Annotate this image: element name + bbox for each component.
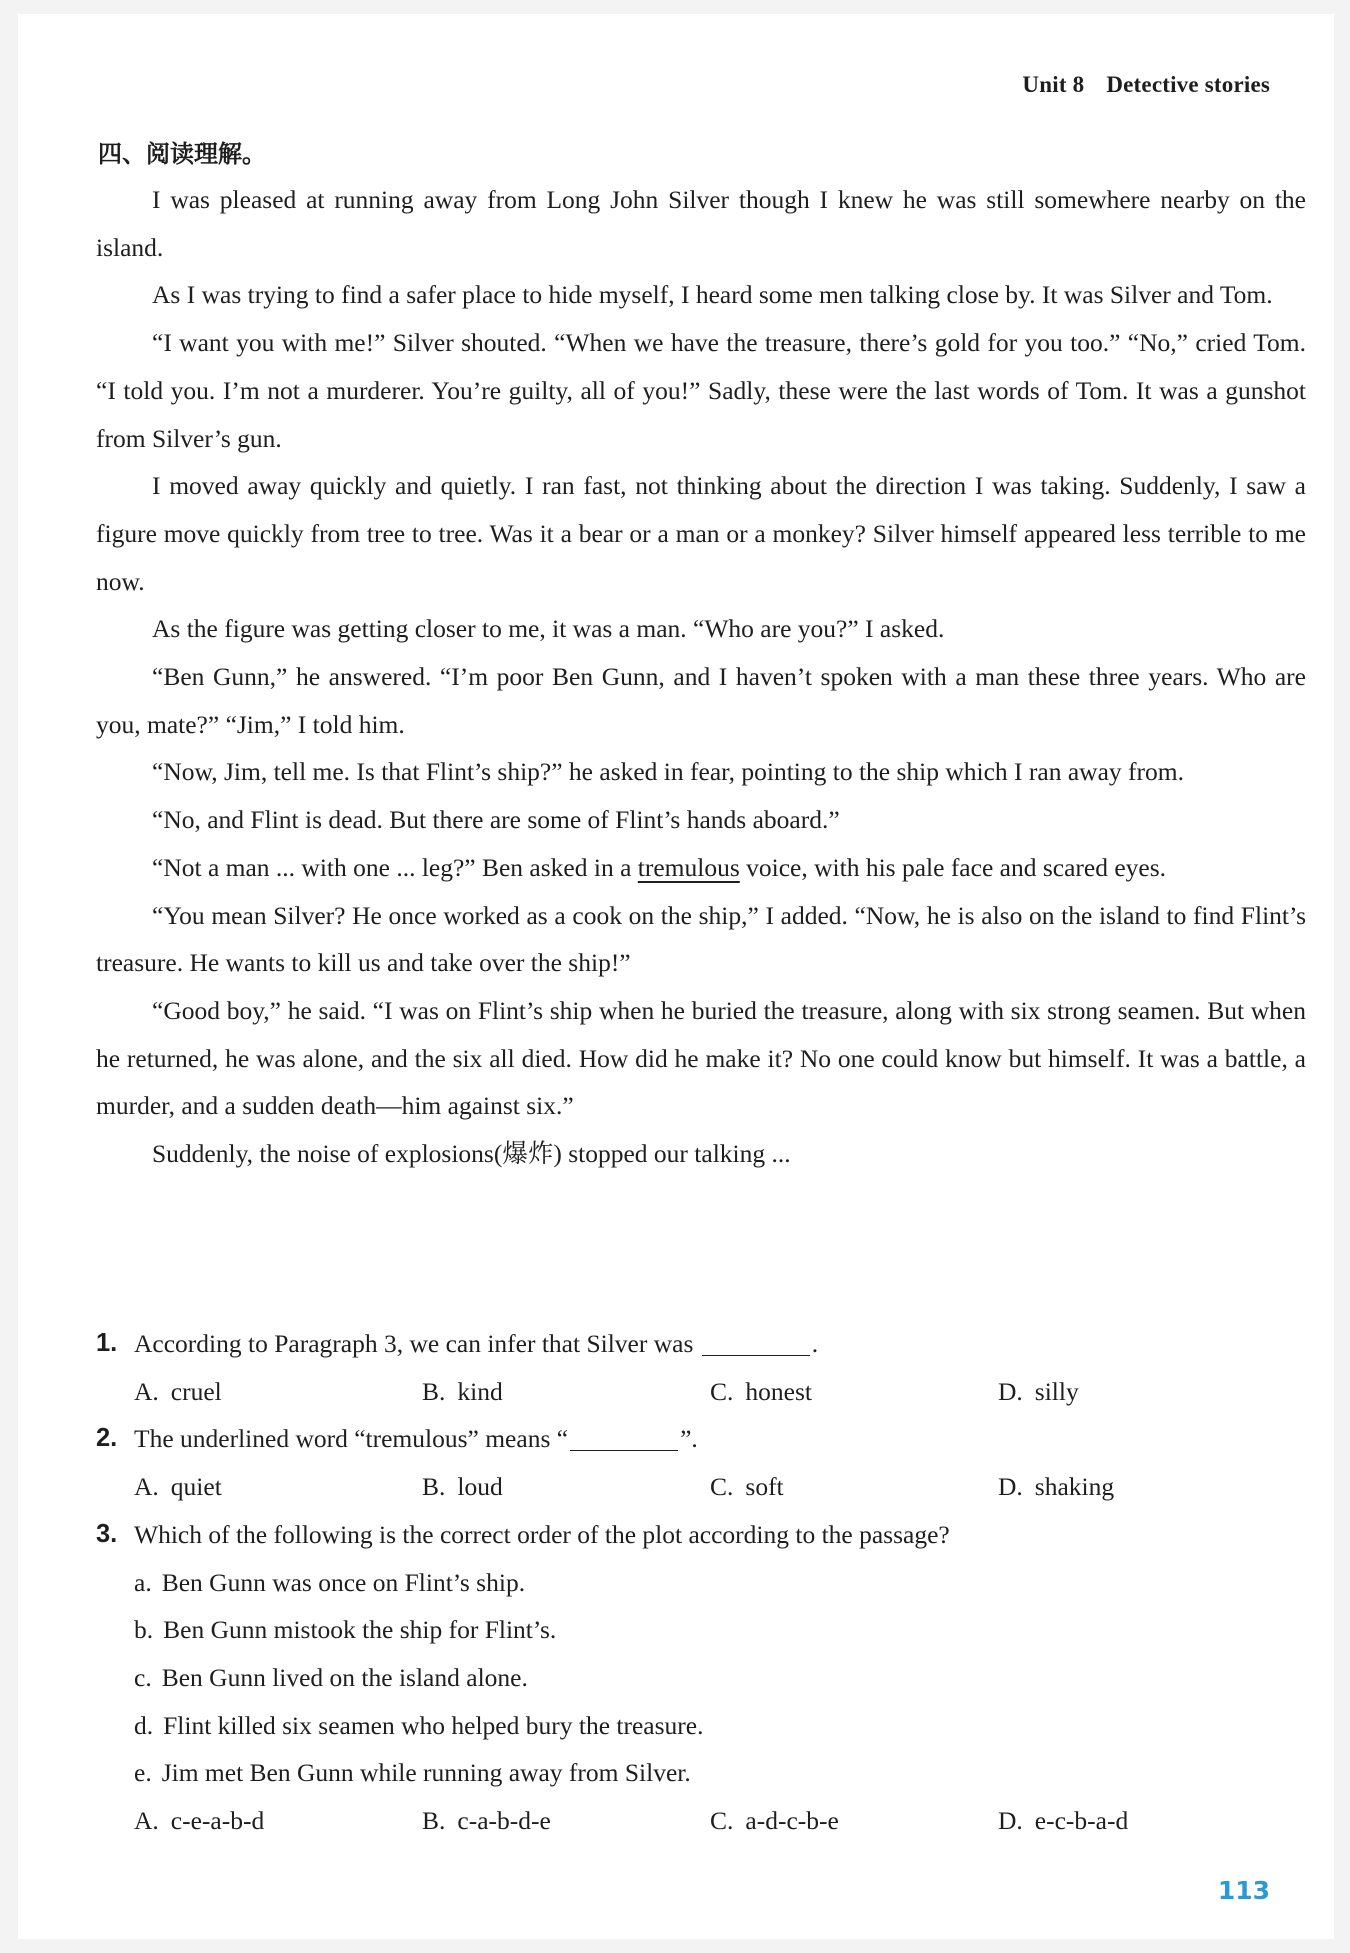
workbook-page	[18, 14, 1334, 1939]
answer-blank[interactable]	[570, 1420, 678, 1451]
item-text: Jim met Ben Gunn while running away from Silver.	[161, 1758, 691, 1788]
option[interactable]	[422, 1797, 710, 1845]
item-text: Ben Gunn was once on Flint’s ship.	[161, 1567, 526, 1597]
question-3	[96, 1511, 1306, 1559]
option-text: kind	[457, 1376, 503, 1406]
option-letter: D.	[998, 1376, 1023, 1406]
stem-text: .	[811, 1329, 819, 1358]
option-text: shaking	[1034, 1472, 1115, 1502]
stem-text: ”.	[680, 1424, 698, 1454]
option-text: quiet	[170, 1472, 222, 1502]
question-stem: Which of the following is the correct order of the plot according to the passage?	[134, 1519, 950, 1549]
option-text: cruel	[170, 1376, 222, 1406]
passage-text: “Not a man ... with one ... leg?” Ben asked in a	[152, 852, 638, 882]
passage-paragraph: I moved away quickly and quietly. I ran fast, not thinking about the direction I was taking. Suddenly, I saw a figure move quickly from tree to tree. Was it a bear or a man or a monkey? Silver himself appeared less terrible to me now.	[96, 471, 1306, 596]
question-stem	[134, 1320, 818, 1368]
option-letter: D.	[998, 1472, 1023, 1502]
answer-blank[interactable]	[702, 1325, 810, 1356]
item-letter: a.	[134, 1567, 152, 1597]
question-2	[96, 1415, 1306, 1463]
item-letter: c.	[134, 1662, 152, 1692]
option-letter: C.	[710, 1806, 734, 1836]
passage-paragraph: Suddenly, the noise of explosions(爆炸) stopped our talking ...	[152, 1139, 791, 1169]
option-letter: C.	[710, 1376, 734, 1406]
unit-title: Detective stories	[1106, 72, 1270, 97]
option[interactable]	[998, 1797, 1286, 1845]
plot-item	[96, 1702, 1306, 1750]
option[interactable]	[998, 1463, 1286, 1511]
question-1-options	[96, 1368, 1306, 1416]
option-text: honest	[745, 1376, 812, 1406]
option[interactable]	[134, 1463, 422, 1511]
section-title: 四、阅读理解。	[98, 140, 266, 168]
option-text: c-e-a-b-d	[170, 1806, 265, 1836]
option-letter: B.	[422, 1472, 446, 1502]
option-letter: A.	[134, 1376, 159, 1406]
option-letter: D.	[998, 1806, 1023, 1836]
passage-paragraph: “Now, Jim, tell me. Is that Flint’s ship?” he asked in fear, pointing to the ship which I ran away from.	[152, 757, 1184, 787]
option-text: a-d-c-b-e	[745, 1806, 839, 1836]
question-number: 2.	[96, 1424, 118, 1453]
plot-item	[96, 1749, 1306, 1797]
option[interactable]	[134, 1797, 422, 1845]
passage-paragraph: I was pleased at running away from Long John Silver though I knew he was still somewhere nearby on the island.	[96, 185, 1306, 262]
item-letter: b.	[134, 1615, 154, 1645]
option[interactable]	[710, 1797, 998, 1845]
question-3-options	[96, 1797, 1306, 1845]
item-text: Ben Gunn mistook the ship for Flint’s.	[163, 1615, 557, 1645]
unit-label: Unit 8	[1022, 72, 1085, 97]
option[interactable]	[998, 1368, 1286, 1416]
stem-text: According to Paragraph 3, we can infer that Silver was	[134, 1329, 694, 1358]
plot-item	[96, 1559, 1306, 1607]
page-header	[1022, 72, 1270, 98]
reading-passage	[96, 176, 1306, 1178]
option-letter: B.	[422, 1806, 446, 1836]
option-letter: A.	[134, 1472, 159, 1502]
passage-paragraph: “Ben Gunn,” he answered. “I’m poor Ben Gunn, and I haven’t spoken with a man these three years. Who are you, mate?” “Jim,” I told him.	[96, 662, 1306, 739]
item-text: Flint killed six seamen who helped bury the treasure.	[163, 1710, 704, 1740]
passage-paragraph: “I want you with me!” Silver shouted. “When we have the treasure, there’s gold for you too.” “No,” cried Tom. “I told you. I’m not a murderer. You’re guilty, all of you!” Sadly, these were the last words of Tom. It was a gunshot from Silver’s gun.	[96, 328, 1306, 453]
passage-paragraph: As the figure was getting closer to me, it was a man. “Who are you?” I asked.	[152, 614, 945, 644]
item-letter: d.	[134, 1710, 154, 1740]
underlined-word: tremulous	[637, 852, 740, 882]
question-2-options	[96, 1463, 1306, 1511]
question-list	[96, 1320, 1306, 1845]
item-text: Ben Gunn lived on the island alone.	[161, 1662, 528, 1692]
item-letter: e.	[134, 1758, 152, 1788]
question-number: 1.	[96, 1329, 118, 1357]
passage-paragraph: “No, and Flint is dead. But there are some of Flint’s hands aboard.”	[152, 805, 840, 835]
option-text: silly	[1034, 1376, 1079, 1406]
plot-item	[96, 1606, 1306, 1654]
option[interactable]	[134, 1368, 422, 1416]
option-letter: C.	[710, 1472, 734, 1502]
option[interactable]	[710, 1463, 998, 1511]
passage-paragraph: “You mean Silver? He once worked as a cook on the ship,” I added. “Now, he is also on the island to find Flint’s treasure. He wants to kill us and take over the ship!”	[96, 900, 1306, 978]
option-letter: B.	[422, 1376, 446, 1406]
option-text: soft	[745, 1472, 784, 1502]
page-number: 113	[1217, 1876, 1270, 1905]
passage-paragraph: As I was trying to find a safer place to hide myself, I heard some men talking close by. It was Silver and Tom.	[152, 280, 1273, 310]
option[interactable]	[422, 1463, 710, 1511]
question-stem	[134, 1415, 698, 1463]
passage-paragraph-tremulous	[96, 844, 1306, 892]
passage-text: voice, with his pale face and scared eyes.	[739, 852, 1167, 882]
option-text: e-c-b-a-d	[1034, 1806, 1129, 1836]
question-1	[96, 1320, 1306, 1368]
plot-item	[96, 1654, 1306, 1702]
passage-paragraph: “Good boy,” he said. “I was on Flint’s ship when he buried the treasure, along with six strong seamen. But when he returned, he was alone, and the six all died. How did he make it? No one could know but himself. It was a battle, a murder, and a sudden death—him against six.”	[96, 995, 1306, 1121]
option-text: loud	[457, 1472, 503, 1502]
stem-text: The underlined word “tremulous” means “	[134, 1424, 569, 1454]
option[interactable]	[710, 1368, 998, 1416]
question-number: 3.	[96, 1519, 118, 1548]
option-letter: A.	[134, 1806, 159, 1836]
option-text: c-a-b-d-e	[457, 1806, 551, 1836]
option[interactable]	[422, 1368, 710, 1416]
